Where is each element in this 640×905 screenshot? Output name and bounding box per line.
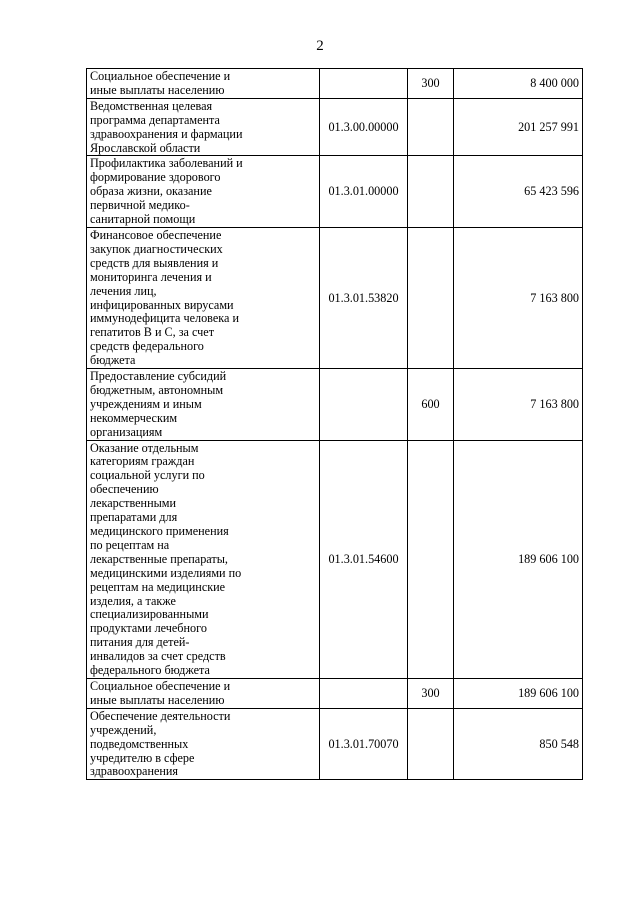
expenditure-name-line: Профилактика заболеваний и: [90, 156, 243, 171]
target-article-code-cell: [320, 69, 408, 99]
expenditure-name-line: Ярославской области: [90, 140, 201, 155]
expenditure-name-line: средств федерального: [90, 339, 204, 354]
expenditure-name-line: лечения лиц,: [90, 283, 157, 298]
amount-cell: 7 163 800: [454, 227, 583, 368]
expense-type-cell: [408, 156, 454, 228]
expenditure-name-line: образа жизни, оказание: [90, 184, 212, 199]
expense-type-cell: [408, 440, 454, 678]
amount-cell: 850 548: [454, 708, 583, 780]
table-row: [87, 69, 583, 99]
target-article-code-cell: [320, 678, 408, 708]
expenditure-name-line: федерального бюджета: [90, 663, 210, 678]
amount-cell: 65 423 596: [454, 156, 583, 228]
expenditure-name-line: Обеспечение деятельности: [90, 708, 231, 723]
expenditure-name-cell: [87, 69, 320, 99]
table-row: [87, 98, 583, 156]
expenditure-name-line: Оказание отдельным: [90, 440, 199, 455]
expenditure-name-line: лекарственными: [90, 496, 177, 511]
expenditure-name-line: специализированными: [90, 607, 209, 622]
amount-cell: 189 606 100: [454, 440, 583, 678]
expenditure-name-line: продуктами лечебного: [90, 621, 207, 636]
expenditure-name-line: социальной услуги по: [90, 468, 205, 483]
target-article-code-cell: [320, 369, 408, 441]
expenditure-name-line: некоммерческим: [90, 410, 178, 425]
expenditure-name-cell: [87, 227, 320, 368]
expenditure-name-line: формирование здорового: [90, 170, 221, 185]
expenditure-name-line: учреждений,: [90, 722, 157, 737]
expenditure-name-line: учредителю в сфере: [90, 750, 195, 765]
table-row: [87, 678, 583, 708]
target-article-code-cell: 01.3.01.54600: [320, 440, 408, 678]
expenditure-name-line: Ведомственная целевая: [90, 98, 213, 113]
expenditure-name-line: рецептам на медицинские: [90, 579, 226, 594]
table-row: [87, 227, 583, 368]
budget-table: [86, 68, 583, 780]
target-article-code-cell: 01.3.00.00000: [320, 98, 408, 156]
expense-type-cell: [408, 98, 454, 156]
expenditure-name-line: медицинскими изделиями по: [90, 565, 242, 580]
expenditure-name-cell: [87, 708, 320, 780]
expenditure-name-line: здравоохранения и фармации: [90, 126, 243, 141]
expenditure-name-line: лекарственные препараты,: [90, 551, 228, 566]
expenditure-name-line: Финансовое обеспечение: [90, 227, 222, 242]
expenditure-name-line: иные выплаты населению: [90, 692, 225, 707]
expenditure-name-line: первичной медико-: [90, 198, 190, 213]
expenditure-name-line: изделия, а также: [90, 593, 176, 608]
budget-table-body: [87, 69, 583, 780]
expenditure-name-line: учреждениям и иным: [90, 396, 202, 411]
expenditure-name-line: Предоставление субсидий: [90, 369, 227, 384]
expenditure-name-cell: [87, 98, 320, 156]
table-row: [87, 156, 583, 228]
expenditure-name-line: Социальное обеспечение и: [90, 678, 231, 693]
expense-type-cell: [408, 708, 454, 780]
expenditure-name-line: питания для детей-: [90, 635, 190, 650]
amount-cell: 189 606 100: [454, 678, 583, 708]
expenditure-name-line: гепатитов B и C, за счет: [90, 325, 215, 340]
expenditure-name-line: средств для выявления и: [90, 255, 219, 270]
expenditure-name-line: медицинского применения: [90, 524, 229, 538]
expenditure-name-cell: [87, 678, 320, 708]
expenditure-name-line: мониторинга лечения и: [90, 269, 212, 284]
expenditure-name-line: Социальное обеспечение и: [90, 69, 231, 83]
expenditure-name-line: закупок диагностических: [90, 241, 223, 256]
table-row: [87, 440, 583, 678]
amount-cell: 8 400 000: [454, 69, 583, 99]
expenditure-name-line: инвалидов за счет средств: [90, 649, 226, 664]
expense-type-cell: [408, 227, 454, 368]
expenditure-name-line: бюджетным, автономным: [90, 382, 224, 397]
expenditure-name-line: здравоохранения: [90, 764, 179, 779]
target-article-code-cell: 01.3.01.70070: [320, 708, 408, 780]
expenditure-name-line: организациям: [90, 424, 163, 439]
expense-type-cell: 300: [408, 69, 454, 99]
expenditure-name-cell: [87, 369, 320, 441]
expenditure-name-line: инфицированных вирусами: [90, 297, 234, 312]
expense-type-cell: 300: [408, 678, 454, 708]
expenditure-name-line: препаратами для: [90, 510, 178, 525]
expenditure-name-line: по рецептам на: [90, 537, 170, 552]
expense-type-cell: 600: [408, 369, 454, 441]
expenditure-name-line: санитарной помощи: [90, 212, 196, 227]
table-row: [87, 369, 583, 441]
expenditure-name-line: иные выплаты населению: [90, 82, 225, 97]
target-article-code-cell: 01.3.01.00000: [320, 156, 408, 228]
expenditure-name-line: иммунодефицита человека и: [90, 311, 239, 326]
expenditure-name-line: бюджета: [90, 353, 136, 368]
page-number: 2: [316, 38, 324, 54]
table-row: [87, 708, 583, 780]
expenditure-name-line: обеспечению: [90, 482, 159, 497]
expenditure-name-line: подведомственных: [90, 736, 189, 751]
target-article-code-cell: 01.3.01.53820: [320, 227, 408, 368]
expenditure-name-line: категориям граждан: [90, 454, 195, 469]
expenditure-name-line: программа департамента: [90, 112, 220, 127]
expenditure-name-cell: [87, 156, 320, 228]
expenditure-name-cell: [87, 440, 320, 678]
amount-cell: 7 163 800: [454, 369, 583, 441]
amount-cell: 201 257 991: [454, 98, 583, 156]
